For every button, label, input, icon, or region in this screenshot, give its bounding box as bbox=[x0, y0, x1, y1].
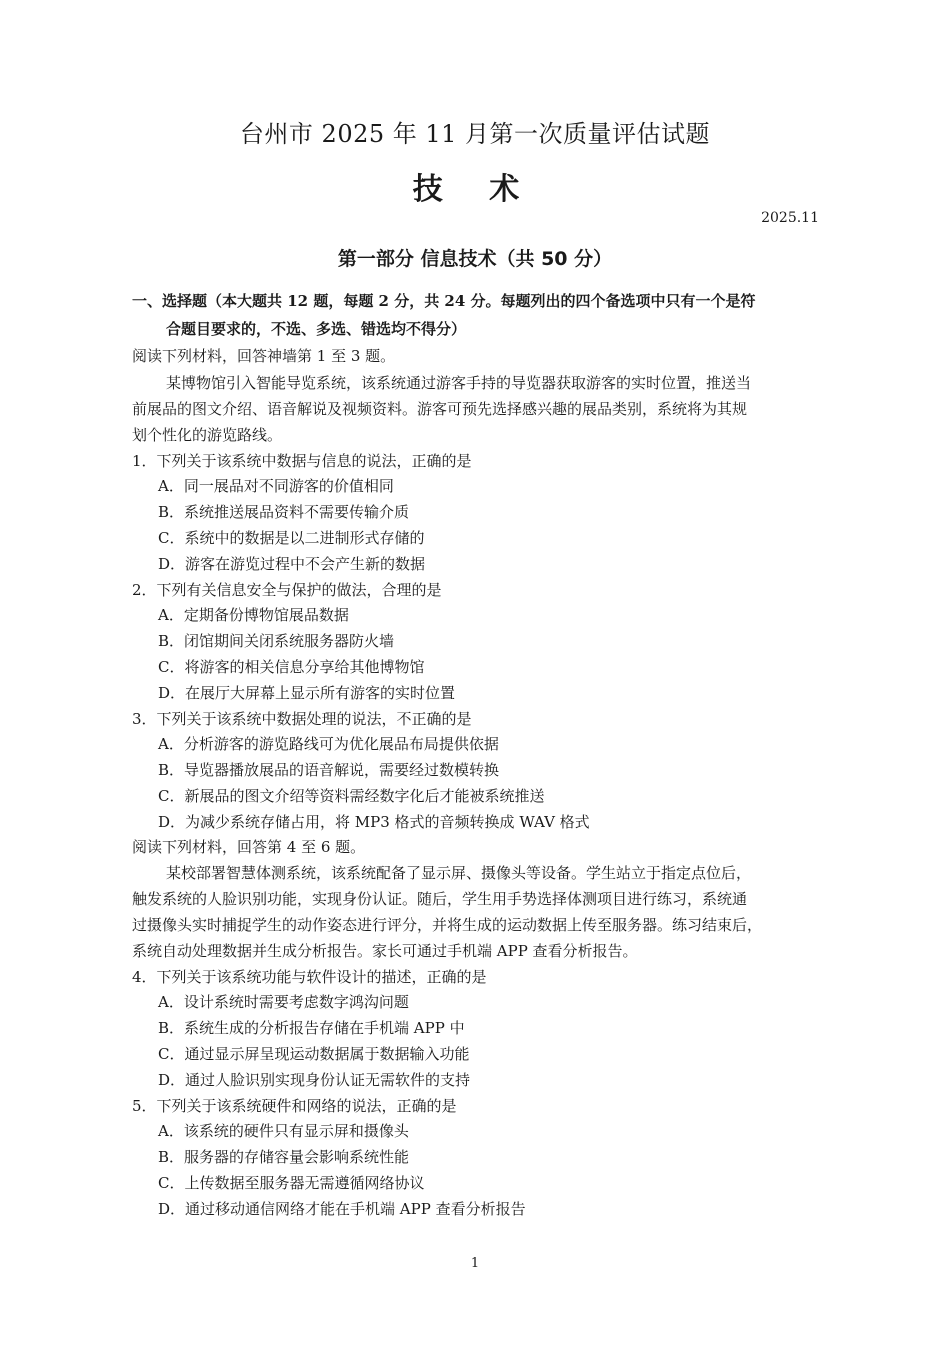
part-title: 第一部分 信息技术（共 50 分） bbox=[337, 248, 613, 270]
exam-date: 2025.11 bbox=[761, 210, 819, 226]
option-b: B．闭馆期间关闭系统服务器防火墙 bbox=[158, 632, 395, 650]
page-number: 1 bbox=[470, 1256, 480, 1271]
option-d: D．通过人脸识别实现身份认证无需软件的支持 bbox=[158, 1071, 471, 1089]
option-a: A．该系统的硬件只有显示屏和摄像头 bbox=[158, 1122, 409, 1140]
question-stem: 1．下列关于该系统中数据与信息的说法，正确的是 bbox=[132, 452, 472, 470]
option-c: C．通过显示屏呈现运动数据属于数据输入功能 bbox=[158, 1045, 470, 1063]
option-a: A．设计系统时需要考虑数字鸿沟问题 bbox=[158, 993, 409, 1011]
option-d: D．为减少系统存储占用，将 MP3 格式的音频转换成 WAV 格式 bbox=[158, 813, 590, 831]
material-line: 系统自动处理数据并生成分析报告。家长可通过手机端 APP 查看分析报告。 bbox=[132, 942, 638, 960]
material-intro: 阅读下列材料，回答第 4 至 6 题。 bbox=[132, 838, 366, 856]
option-d: D．通过移动通信网络才能在手机端 APP 查看分析报告 bbox=[158, 1200, 526, 1218]
option-c: C．系统中的数据是以二进制形式存储的 bbox=[158, 529, 425, 547]
option-a: A．分析游客的游览路线可为优化展品布局提供依据 bbox=[158, 735, 499, 753]
exam-title: 台州市 2025 年 11 月第一次质量评估试题 bbox=[239, 120, 711, 148]
section-instructions-line2: 合题目要求的，不选、多选、错选均不得分） bbox=[166, 320, 467, 338]
option-b: B．系统生成的分析报告存储在手机端 APP 中 bbox=[158, 1019, 465, 1037]
option-c: C．将游客的相关信息分享给其他博物馆 bbox=[158, 658, 425, 676]
section-instructions-line1: 一、选择题（本大题共 12 题，每题 2 分，共 24 分。每题列出的四个备选项中只有一个是符 bbox=[132, 292, 756, 310]
material-intro: 阅读下列材料，回答神墙第 1 至 3 题。 bbox=[132, 347, 396, 365]
option-b: B．系统推送展品资料不需要传输介质 bbox=[158, 503, 410, 521]
question-stem: 5．下列关于该系统硬件和网络的说法，正确的是 bbox=[132, 1097, 457, 1115]
subject-title: 技 术 bbox=[412, 172, 538, 207]
question-stem: 3．下列关于该系统中数据处理的说法，不正确的是 bbox=[132, 710, 472, 728]
option-a: A．同一展品对不同游客的价值相同 bbox=[158, 477, 394, 495]
option-c: C．新展品的图文介绍等资料需经数字化后才能被系统推送 bbox=[158, 787, 545, 805]
question-stem: 2．下列有关信息安全与保护的做法，合理的是 bbox=[132, 581, 442, 599]
material-line: 触发系统的人脸识别功能，实现身份认证。随后，学生用手势选择体测项目进行练习，系统通 bbox=[132, 890, 748, 908]
material-line: 某校部署智慧体测系统，该系统配备了显示屏、摄像头等设备。学生站立于指定点位后， bbox=[166, 864, 752, 882]
option-d: D．在展厅大屏幕上显示所有游客的实时位置 bbox=[158, 684, 456, 702]
option-d: D．游客在游览过程中不会产生新的数据 bbox=[158, 555, 426, 573]
option-a: A．定期备份博物馆展品数据 bbox=[158, 606, 349, 624]
option-b: B．服务器的存储容量会影响系统性能 bbox=[158, 1148, 410, 1166]
material-line: 过摄像头实时捕捉学生的动作姿态进行评分，并将生成的运动数据上传至服务器。练习结束后， bbox=[132, 916, 763, 934]
material-line: 前展品的图文介绍、语音解说及视频资料。游客可预先选择感兴趣的展品类别，系统将为其规 bbox=[132, 400, 748, 418]
material-line: 划个性化的游览路线。 bbox=[132, 426, 283, 444]
option-c: C．上传数据至服务器无需遵循网络协议 bbox=[158, 1174, 425, 1192]
question-stem: 4．下列关于该系统功能与软件设计的描述，正确的是 bbox=[132, 968, 487, 986]
option-b: B．导览器播放展品的语音解说，需要经过数模转换 bbox=[158, 761, 500, 779]
material-line: 某博物馆引入智能导览系统，该系统通过游客手持的导览器获取游客的实时位置，推送当 bbox=[166, 374, 752, 392]
